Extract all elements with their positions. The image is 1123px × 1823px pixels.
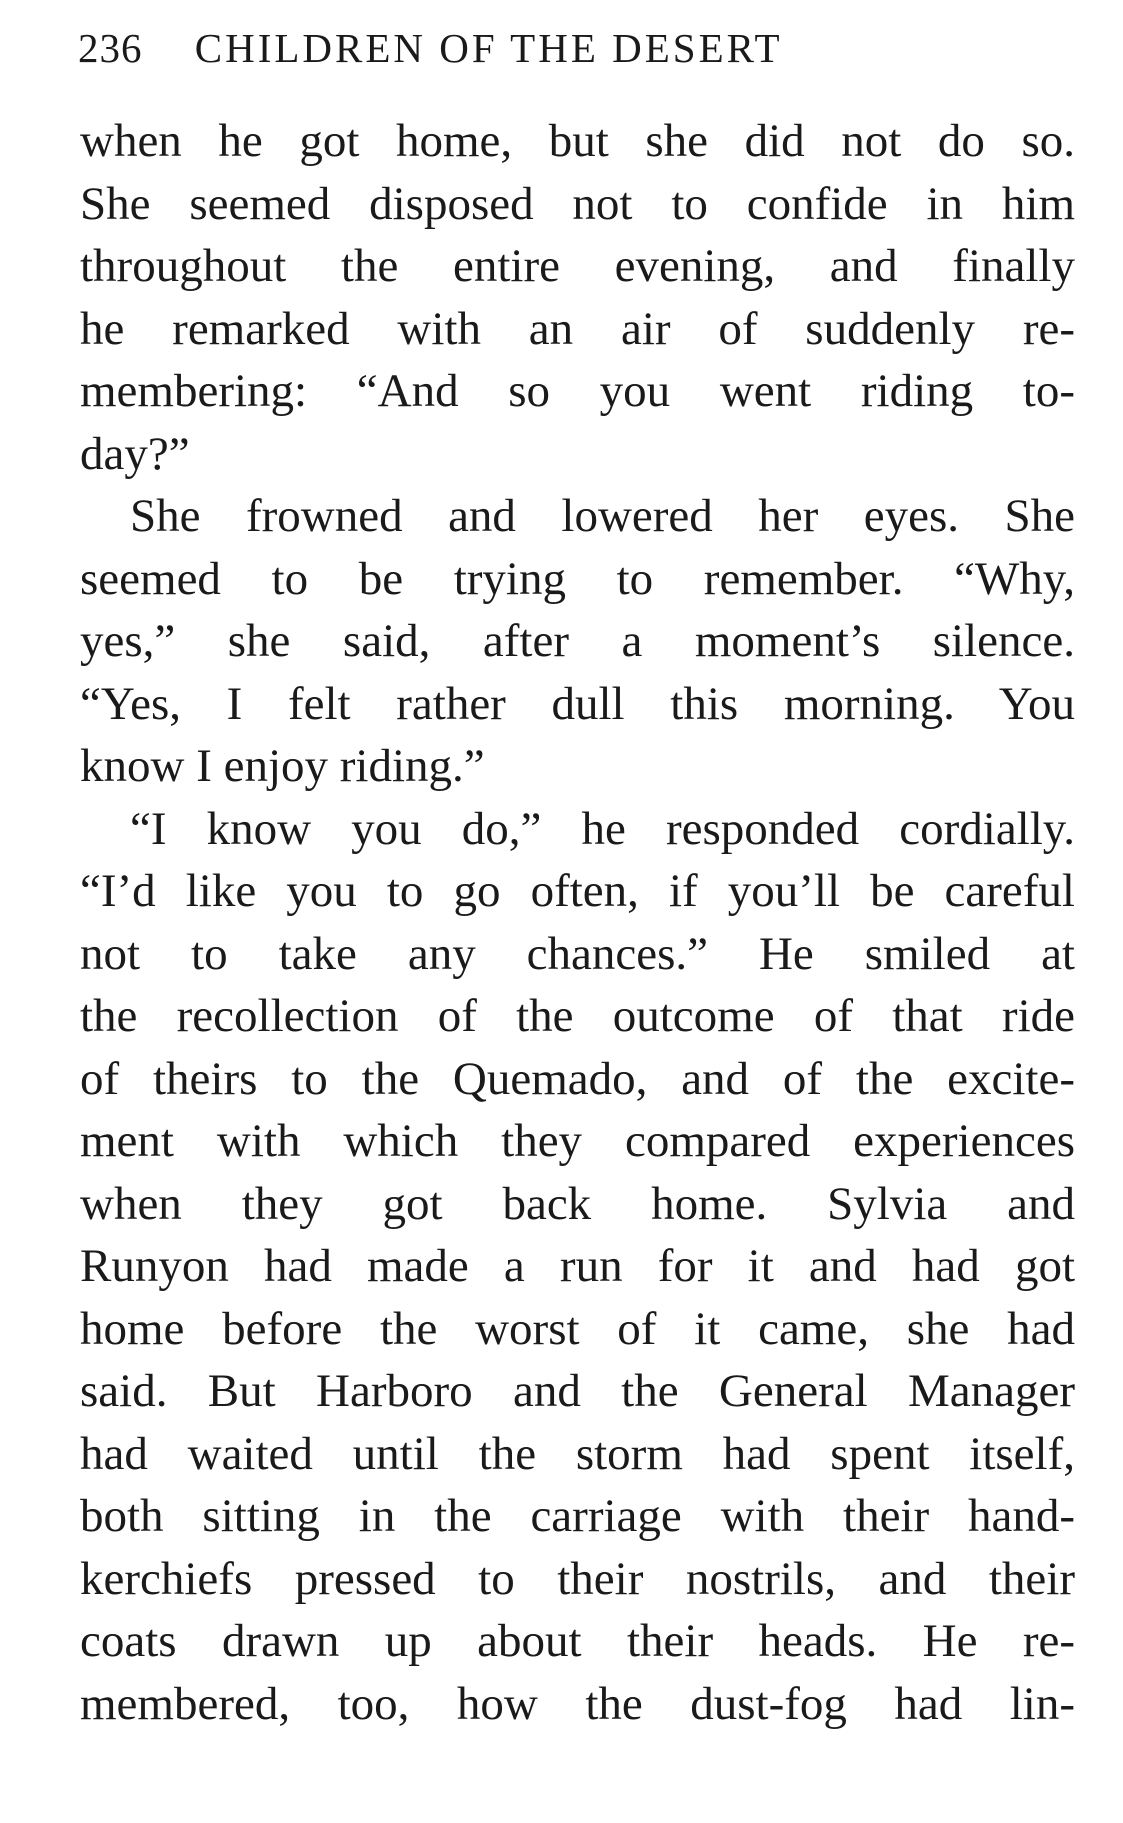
text-line: throughout the entire evening, and finally [80, 240, 1075, 292]
book-title: CHILDREN OF THE DESERT [194, 25, 783, 71]
text-line: the recollection of the outcome of that ride [80, 990, 1075, 1042]
text-line: Runyon had made a run for it and had got [80, 1240, 1075, 1292]
text-line: when they got back home. Sylvia and [80, 1177, 1075, 1230]
page-number: 236 [78, 25, 143, 71]
text-line: “I’d like you to go often, if you’ll be careful [80, 865, 1075, 917]
text-line: membering: “And so you went riding to- [80, 365, 1075, 417]
text-line: when he got home, but she did not do so. [80, 115, 1075, 167]
text-line: said. But Harboro and the General Manager [80, 1365, 1075, 1417]
text-line: know I enjoy riding.” [80, 740, 485, 792]
text-line: not to take any chances.” He smiled at [80, 927, 1075, 980]
running-head [78, 24, 1078, 80]
text-line: “Yes, I felt rather dull this morning. You [80, 677, 1075, 730]
text-line: coats drawn up about their heads. He re- [80, 1615, 1075, 1667]
text-line: membered, too, how the dust-fog had lin- [80, 1677, 1075, 1730]
text-line: yes,” she said, after a moment’s silence. [80, 615, 1075, 667]
text-line: of theirs to the Quemado, and of the excite- [80, 1052, 1075, 1105]
text-line: “I know you do,” he responded cordially. [130, 802, 1075, 855]
text-line: seemed to be trying to remember. “Why, [80, 552, 1075, 605]
text-line: She frowned and lowered her eyes. She [130, 490, 1075, 542]
text-line: both sitting in the carriage with their hand- [80, 1490, 1075, 1542]
text-line: home before the worst of it came, she had [80, 1302, 1075, 1355]
text-line: She seemed disposed not to confide in him [80, 177, 1075, 230]
text-line: had waited until the storm had spent itself, [80, 1427, 1075, 1480]
text-line: kerchiefs pressed to their nostrils, and their [80, 1552, 1075, 1605]
text-line: ment with which they compared experiences [80, 1115, 1075, 1167]
text-line: he remarked with an air of suddenly re- [80, 302, 1075, 355]
text-line: day?” [80, 427, 190, 480]
body-text [80, 110, 1075, 1735]
